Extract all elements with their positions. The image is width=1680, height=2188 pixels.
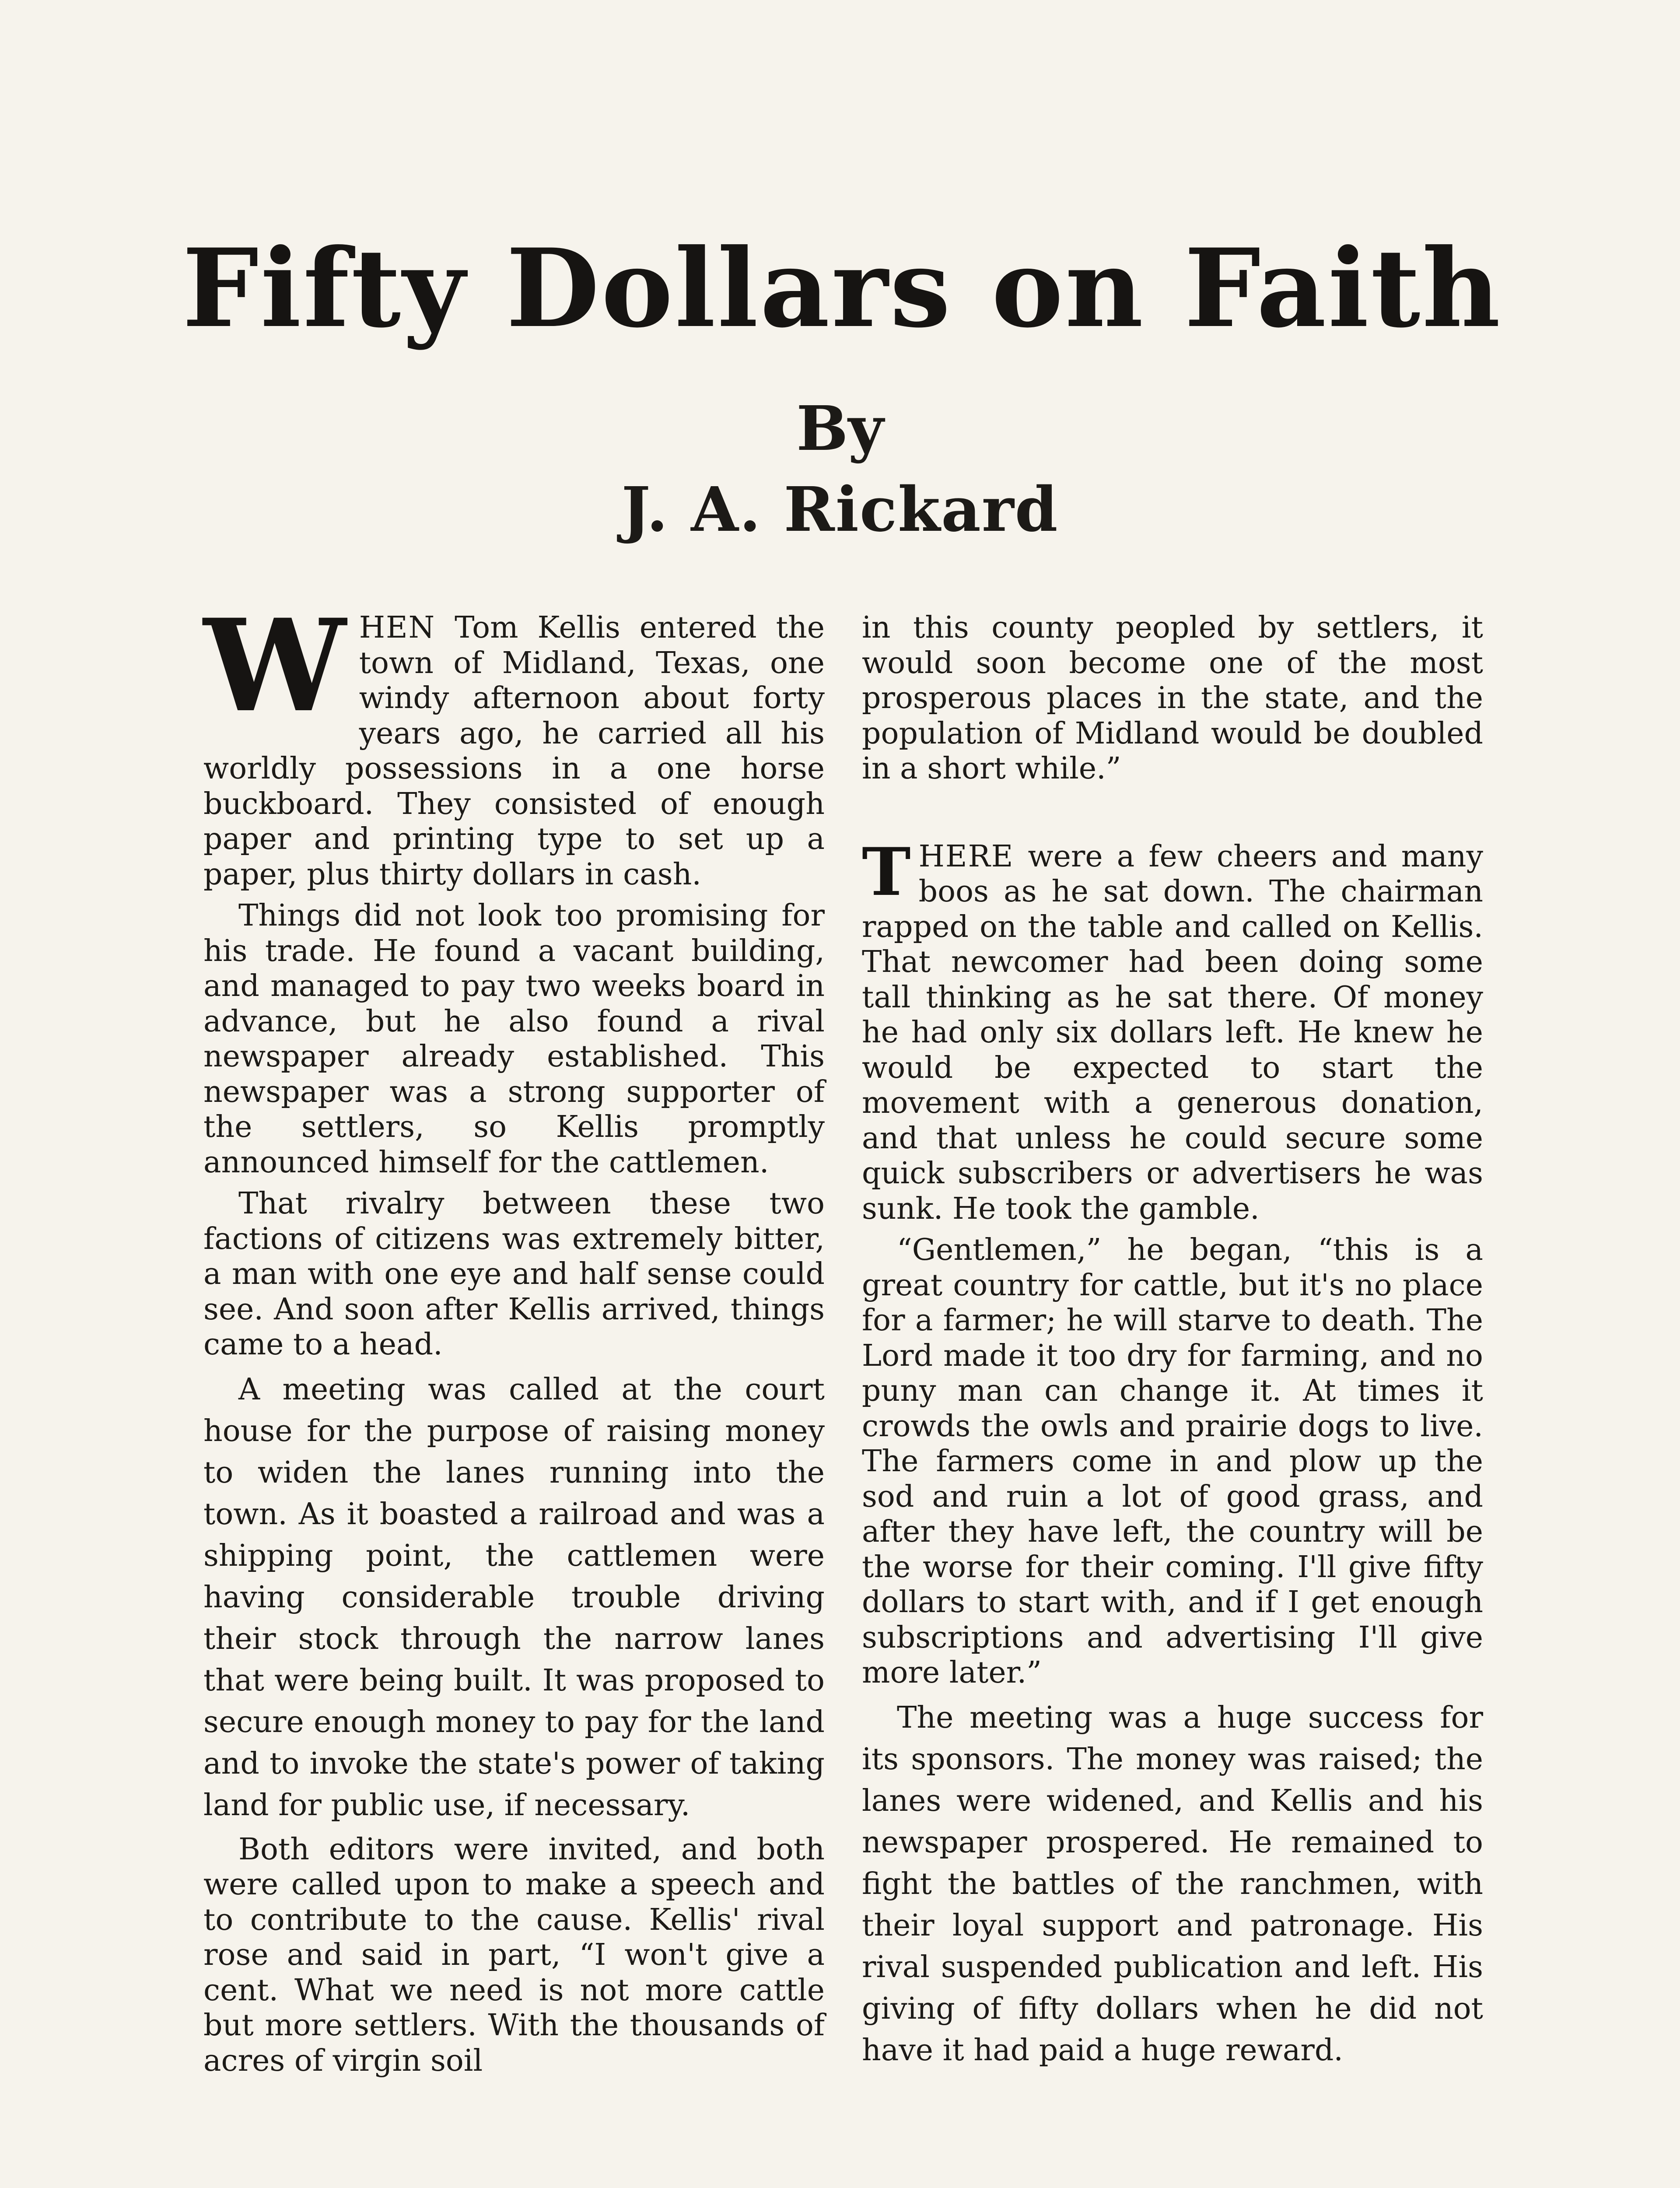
paragraph-text: Tom Kellis entered the town of Midland, Texas, one windy afternoon about forty years ago, he carried all his worldly possessions in a one horse buckboard. They consisted of enough paper and printing type to set up a paper, plus thirty dollars in cash. xyxy=(203,610,825,892)
byline-author: J. A. Rickard xyxy=(621,474,1059,546)
paragraph: in this county peopled by settlers, it would soon become one of the most prosperous places in the state, and the population of Midland would be doubled in a short while.” xyxy=(862,610,1483,786)
paragraph: That rivalry between these two factions of citizens was extremely bitter, a man with one eye and half sense could see. And soon after Kellis arrived, things came to a head. xyxy=(203,1186,825,1362)
byline-by: By xyxy=(796,393,884,465)
paragraph: A meeting was called at the court house for the purpose of raising money to widen the lanes running into the town. As it boasted a railroad and was a shipping point, the cattlemen were having considerable trouble driving their stock through the narrow lanes that were being built. It was proposed to secure enough money to pay for the land and to invoke the state's power of taking land for public use, if necessary. xyxy=(203,1372,825,1823)
lead-in: HERE xyxy=(918,839,1014,874)
drop-cap: T xyxy=(862,833,911,911)
drop-cap: W xyxy=(203,592,346,740)
paragraph: Both editors were invited, and both were called upon to make a speech and to contribute to the cause. Kellis' rival rose and said in part, “I won't give a cent. What we need is not more cattle but more settlers. With the thousands of acres of virgin soil xyxy=(203,1832,825,2078)
lead-in: HEN xyxy=(359,610,436,645)
paragraph xyxy=(862,833,1483,1227)
article-column-right xyxy=(862,610,1483,2071)
paragraph: “Gentlemen,” he began, “this is a great country for cattle, but it's no place for a farmer; he will starve to death. The Lord made it too dry for farming, and no puny man can change it. At times it crowds the owls and prairie dogs to live. The farmers come in and plow up the sod and ruin a lot of good grass, and after they have left, the country will be the worse for their coming. I'll give fifty dollars to start with, and if I get enough subscriptions and advertising I'll give more later.” xyxy=(862,1233,1483,1690)
article-title: Fifty Dollars on Faith xyxy=(182,225,1502,352)
paragraph: The meeting was a huge success for its sponsors. The money was raised; the lanes were widened, and Kellis and his newspaper prospered. He remained to fight the battles of the ranchmen, with their loyal support and patronage. His rival suspended publication and left. His giving of fifty dollars when he did not have it had paid a huge reward. xyxy=(862,1700,1483,2068)
paragraph-text: were a few cheers and many boos as he sat down. The chairman rapped on the table and called on Kellis. That newcomer had been doing some tall thinking as he sat there. Of money he had only six dollars left. He knew he would be expected to start the movement with a generous donation, and that unless he could secure some quick subscribers or advertisers he was sunk. He took the gamble. xyxy=(862,839,1483,1226)
article-column-left xyxy=(203,592,825,2079)
paragraph: Things did not look too promising for his trade. He found a vacant building, and managed to pay two weeks board in advance, but he also found a rival newspaper already established. This newspaper was a strong supporter of the settlers, so Kellis promptly announced himself for the cattlemen. xyxy=(203,898,825,1180)
paragraph xyxy=(203,592,825,892)
